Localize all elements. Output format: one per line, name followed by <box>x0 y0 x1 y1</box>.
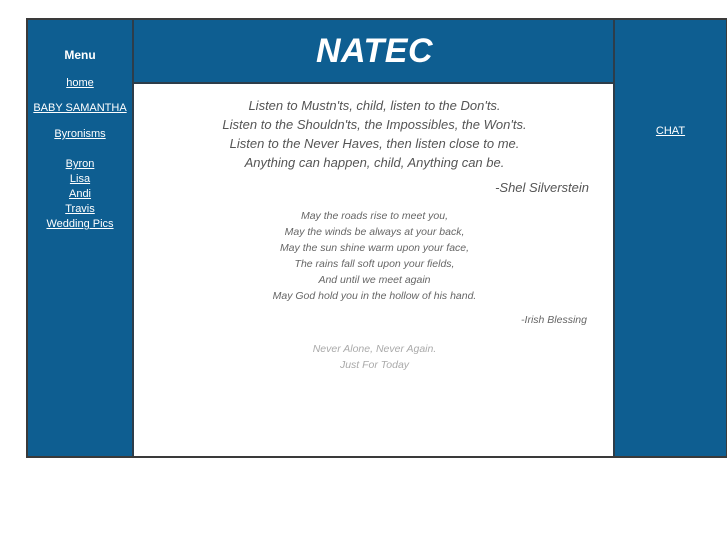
nav-link-home[interactable]: home <box>66 77 94 89</box>
page-title: NATEC <box>315 32 434 70</box>
main-content <box>134 20 615 456</box>
nav-link-travis[interactable]: Travis <box>65 203 95 215</box>
poem-line: Just For Today <box>339 359 410 371</box>
left-sidebar <box>28 20 134 456</box>
nav-link-baby-samantha[interactable]: BABY SAMANTHA <box>33 102 127 114</box>
nav-link-byron[interactable]: Byron <box>65 158 95 170</box>
poem-line: May God hold you in the hollow of his hand. <box>272 290 477 302</box>
page-header <box>134 20 615 84</box>
right-sidebar <box>613 20 726 456</box>
poem-line: And until we meet again <box>318 274 431 286</box>
poem-silverstein <box>134 96 615 172</box>
poem-irish-blessing <box>134 208 615 304</box>
closing-text <box>134 341 615 373</box>
poem-line: The rains fall soft upon your fields, <box>294 258 455 270</box>
nav-link-wedding-pics[interactable]: Wedding Pics <box>46 218 114 230</box>
poem-line: May the winds be always at your back, <box>284 226 465 238</box>
poem-line: Never Alone, Never Again. <box>312 343 437 355</box>
nav-link-byronisms[interactable]: Byronisms <box>54 128 106 140</box>
poem-line: Listen to Mustn'ts, child, listen to the Don'ts. <box>248 98 501 113</box>
poem-line: May the roads rise to meet you, <box>300 210 449 222</box>
nav-link-andi[interactable]: Andi <box>68 188 92 200</box>
poem-line: May the sun shine warm upon your face, <box>279 242 470 254</box>
menu-heading: Menu <box>64 48 96 62</box>
poem-line: Listen to the Never Haves, then listen close to me. <box>229 136 520 151</box>
poem-line: Anything can happen, child, Anything can be. <box>244 155 505 170</box>
nav-link-lisa[interactable]: Lisa <box>69 173 91 185</box>
chat-link[interactable]: CHAT <box>655 125 686 137</box>
poem-attribution-silverstein: -Shel Silverstein <box>495 180 589 195</box>
poem-attribution-irish: -Irish Blessing <box>521 314 587 326</box>
poem-line: Listen to the Shouldn'ts, the Impossibles, the Won'ts. <box>222 117 527 132</box>
page-layout <box>26 18 727 458</box>
